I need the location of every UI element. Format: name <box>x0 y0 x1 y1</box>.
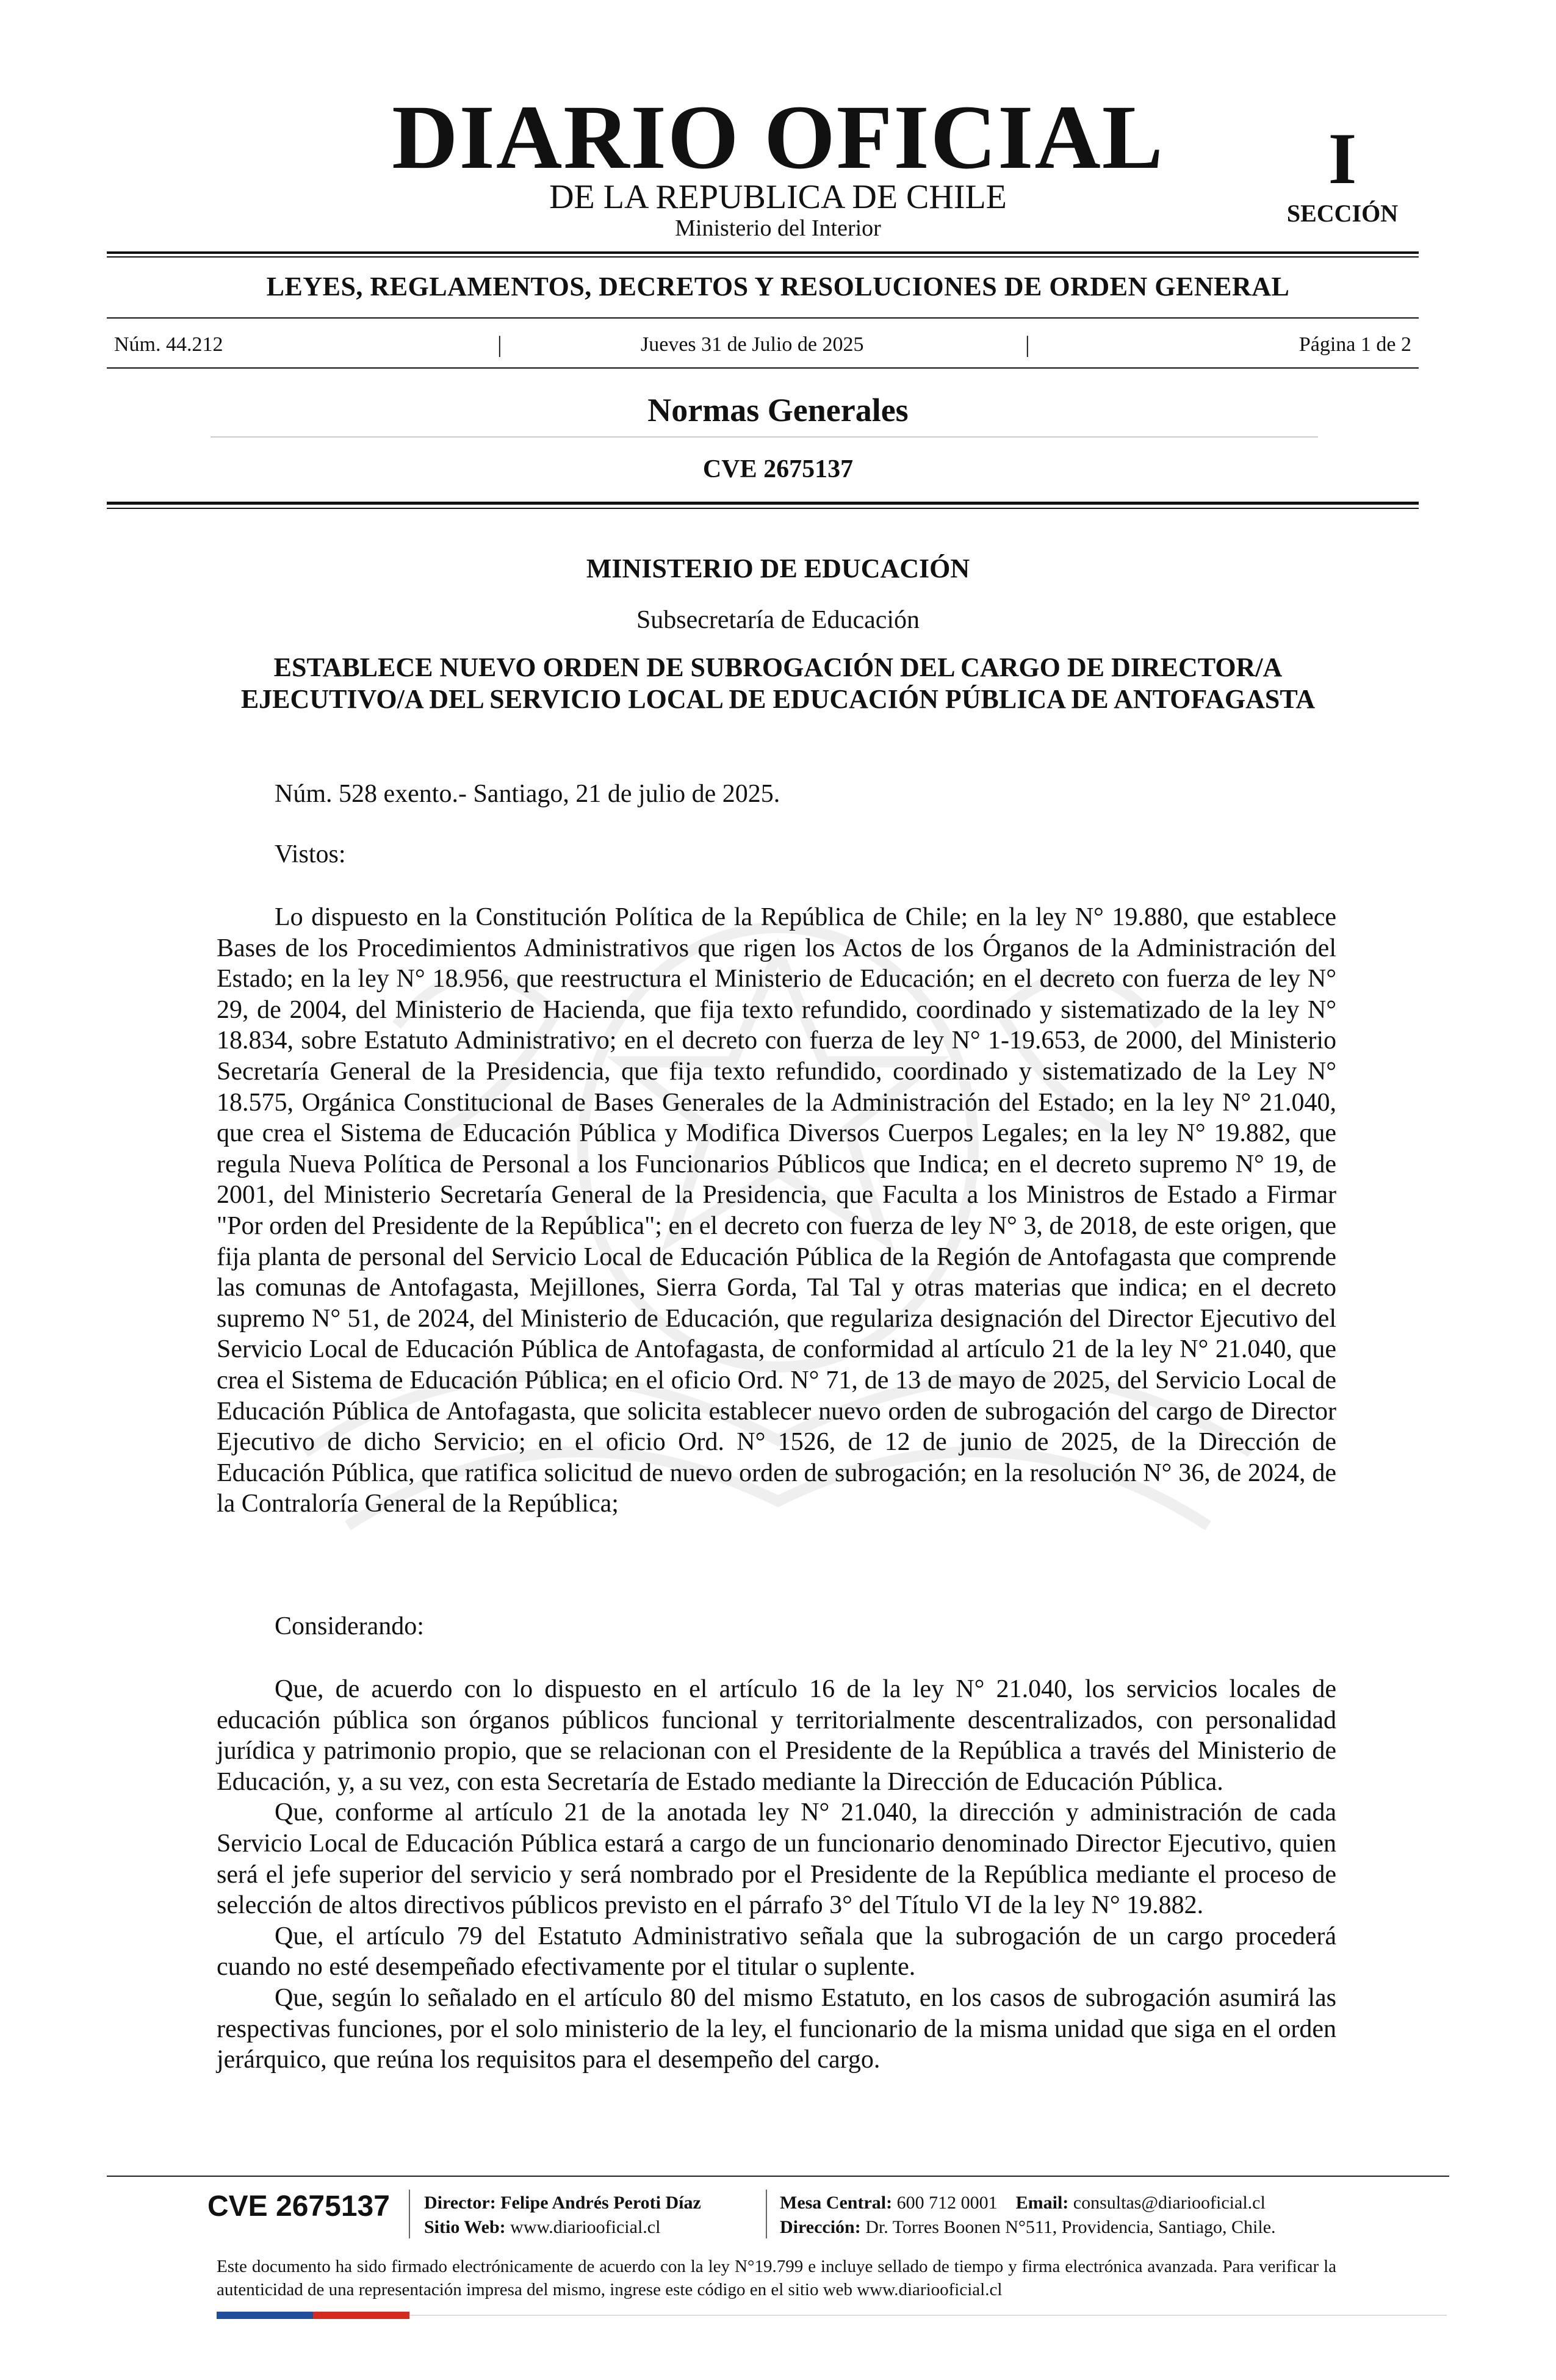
web-link[interactable]: www.diariooficial.cl <box>510 2217 661 2237</box>
document-title: ESTABLECE NUEVO ORDEN DE SUBROGACIÓN DEL CARGO DE DIRECTOR/A EJECUTIVO/A DEL SERVICIO LOCAL DE EDUCACIÓN PÚBLICA DE ANTOFAGASTA <box>240 652 1316 714</box>
section-title-underline <box>211 436 1318 438</box>
cve-code: CVE 2675137 <box>702 455 854 483</box>
flag-stripe-blue <box>217 2312 313 2319</box>
address-label: Dirección: <box>780 2217 861 2237</box>
footer-divider <box>409 2190 410 2238</box>
vistos-paragraph <box>217 902 1336 1520</box>
header-rule-bottom-thin <box>107 508 1419 509</box>
document-number-line: Núm. 528 exento.- Santiago, 21 de julio de 2025. <box>275 780 780 808</box>
director-label: Director: <box>424 2193 496 2213</box>
email-label: Email: <box>1015 2193 1069 2213</box>
address-value: Dr. Torres Boonen N°511, Providencia, Santiago, Chile. <box>865 2217 1276 2237</box>
considerando-paragraph: Que, según lo señalado en el artículo 80 del mismo Estatuto, en los casos de subrogación asumirá las respectivas funciones, por el solo ministerio de la ley, el funcionario de la misma unidad que siga en el orden jerárquico, que reúna los requisitos para el desempeño del cargo. <box>217 1983 1336 2074</box>
flag-stripe-red <box>313 2312 409 2319</box>
issuing-subsecretaria: Subsecretaría de Educación <box>636 606 920 634</box>
header-rule-lower <box>107 367 1419 369</box>
masthead-title: DIARIO OFICIAL <box>392 87 1164 188</box>
footer-cve-code: CVE 2675137 <box>207 2190 390 2223</box>
considerando-paragraph: Que, conforme al artículo 21 de la anotada ley N° 21.040, la dirección y administración de cada Servicio Local de Educación Pública estará a cargo de un funcionario denominado Director Ejecutivo, quien será el jefe superior del servicio y será nombrado por el Presidente de la República mediante el proceso de selección de altos directivos públicos previsto en el párrafo 3° del Título VI de la ley N° 19.882. <box>217 1798 1336 1920</box>
issue-date: Jueves 31 de Julio de 2025 <box>641 333 864 356</box>
considerando-label: Considerando: <box>275 1612 424 1640</box>
meta-separator: | <box>497 332 502 358</box>
header-rule-top <box>107 251 1419 254</box>
mesa-label: Mesa Central: <box>780 2193 893 2213</box>
meta-separator: | <box>1025 332 1030 358</box>
section-title: Normas Generales <box>647 392 909 428</box>
category-heading: LEYES, REGLAMENTOS, DECRETOS Y RESOLUCIONES DE ORDEN GENERAL <box>266 272 1290 301</box>
issuing-ministry: MINISTERIO DE EDUCACIÓN <box>586 554 970 583</box>
page-indicator: Página 1 de 2 <box>1298 333 1411 356</box>
masthead-ministry: Ministerio del Interior <box>675 215 881 241</box>
footer-divider <box>766 2190 767 2238</box>
vistos-label: Vistos: <box>275 840 346 868</box>
section-number: I <box>1328 118 1357 199</box>
footer-verification-note: Este documento ha sido firmado electrónicamente de acuerdo con la ley N°19.799 e incluye sellado de tiempo y firma electrónica avanzada. Para verificar la autenticidad de una representación impresa del mismo, ingrese este código en el sitio web www.diariooficial.cl <box>217 2257 1336 2299</box>
considerando-section <box>217 1674 1336 2075</box>
header-rule-top-thin <box>107 256 1419 258</box>
issue-meta-row <box>107 334 1419 359</box>
vistos-text: Lo dispuesto en la Constitución Política de la República de Chile; en la ley N° 19.880, que establece Bases de los Procedimientos Administrativos que rigen los Actos de los Órganos de la Administración del Estado; en la ley N° 18.956, que reestructura el Ministerio de Educación; en el decreto con fuerza de ley N° 29, de 2004, del Ministerio de Hacienda, que fija texto refundido, coordinado y sistematizado de la ley N° 18.834, sobre Estatuto Administrativo; en el decreto con fuerza de ley N° 1-19.653, de 2000, del Ministerio Secretaría General de la Presidencia, que fija texto refundido, coordinado y sistematizado de la Ley N° 18.575, Orgánica Constitucional de Bases Generales de la Administración del Estado; en la ley N° 21.040, que crea el Sistema de Educación Pública y Modifica Diversos Cuerpos Legales; en la ley N° 19.882, que regula Nueva Política de Personal a los Funcionarios Públicos que Indica; en el decreto supremo N° 19, de 2001, del Ministerio Secretaría General de la Presidencia, que Faculta a los Ministros de Estado a Firmar "Por orden del Presidente de la República"; en el decreto con fuerza de ley N° 3, de 2018, de este origen, que fija planta de personal del Servicio Local de Educación Pública de la Región de Antofagasta que comprende las comunas de Antofagasta, Mejillones, Sierra Gorda, Tal Tal y otras materias que indica; en el decreto supremo N° 51, de 2024, del Ministerio de Educación, que regulariza designación del Director Ejecutivo del Servicio Local de Educación Pública de Antofagasta, de conformidad al artículo 21 de la ley N° 21.040, que crea el Sistema de Educación Pública; en el oficio Ord. N° 71, de 13 de mayo de 2025, del Servicio Local de Educación Pública de Antofagasta, que solicita establecer nuevo orden de subrogación del cargo de Director Ejecutivo de dicho Servicio; en el oficio Ord. N° 1526, de 12 de junio de 2025, de la Dirección de Educación Pública, que ratifica solicitud de nuevo orden de subrogación; en la resolución N° 36, de 2024, de la Contraloría General de la República; <box>217 903 1336 1518</box>
mesa-phone: 600 712 0001 <box>896 2193 998 2213</box>
director-name: Felipe Andrés Peroti Díaz <box>500 2193 701 2213</box>
web-label: Sitio Web: <box>424 2217 506 2237</box>
header-rule-bottom <box>107 502 1419 505</box>
footer-rule <box>107 2176 1449 2177</box>
section-label: SECCIÓN <box>1286 200 1399 227</box>
considerando-paragraph: Que, de acuerdo con lo dispuesto en el artículo 16 de la ley N° 21.040, los servicios locales de educación pública son órganos públicos funcional y territorialmente descentralizados, con personalidad jurídica y patrimonio propio, que se relacionan con el Presidente de la República a través del Ministerio de Educación, y, a su vez, con esta Secretaría de Estado mediante la Dirección de Educación Pública. <box>217 1675 1336 1796</box>
email-link[interactable]: consultas@diariooficial.cl <box>1073 2193 1266 2213</box>
masthead-subtitle: DE LA REPUBLICA DE CHILE <box>549 178 1007 216</box>
issue-number: Núm. 44.212 <box>114 333 223 356</box>
footer-contact-block <box>780 2191 1276 2240</box>
footer-director-block <box>424 2191 701 2240</box>
considerando-paragraph: Que, el artículo 79 del Estatuto Administrativo señala que la subrogación de un cargo procederá cuando no esté desempeñado efectivamente por el titular o suplente. <box>217 1922 1336 1982</box>
footer-bottom-rule <box>409 2315 1447 2316</box>
header-rule-mid <box>107 317 1419 319</box>
